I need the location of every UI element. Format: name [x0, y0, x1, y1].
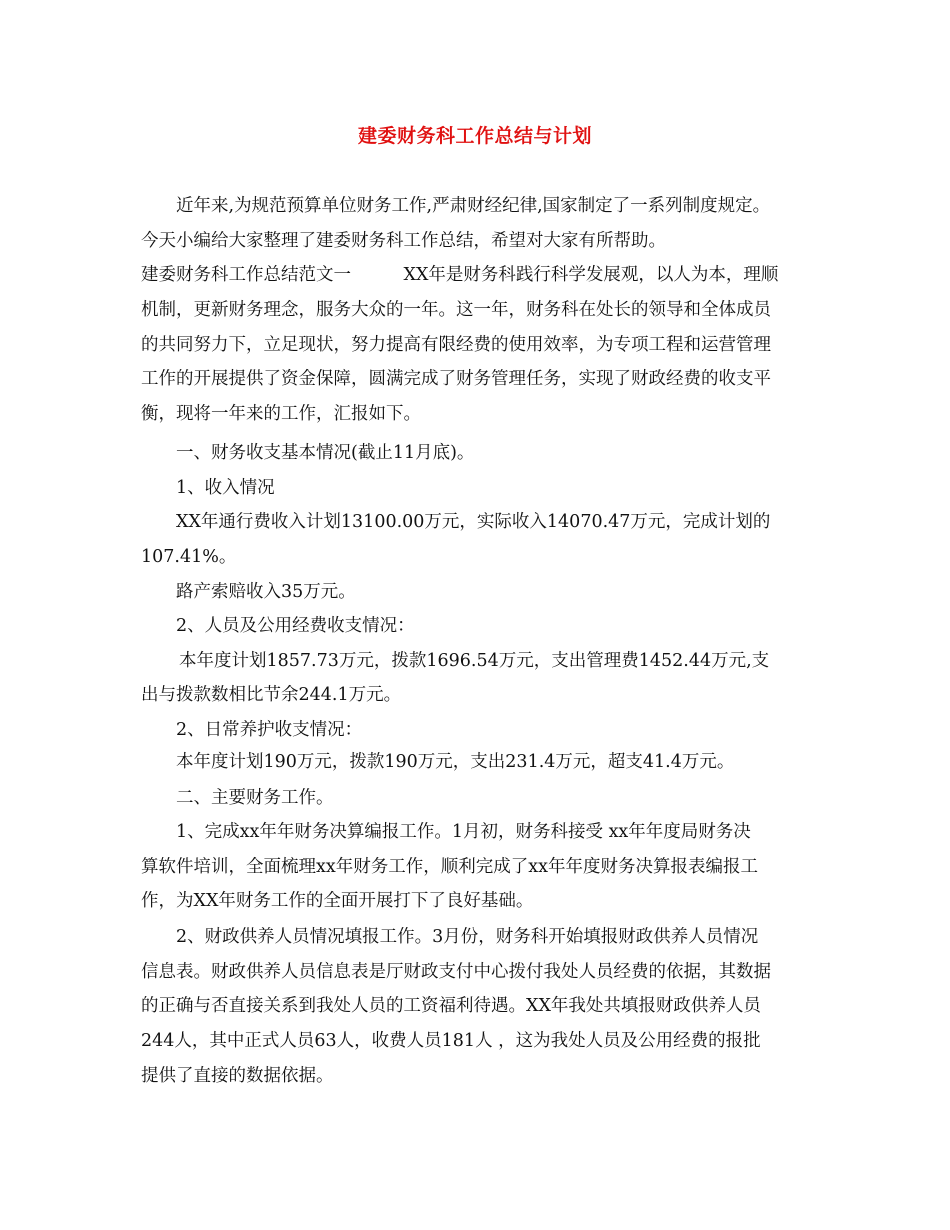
paragraph-line: 衡，现将一年来的工作，汇报如下。 [141, 404, 421, 424]
paragraph-line: 107.41%。 [141, 547, 237, 567]
section-heading: 一、财务收支基本情况(截止11月底)。 [176, 443, 475, 463]
paragraph-line: 的共同努力下，立足现状，努力提高有限经费的使用效率，为专项工程和运营管理 [141, 335, 771, 355]
paragraph-line: 出与拨款数相比节余244.1万元。 [141, 685, 402, 705]
subsection-heading: 1、收入情况 [176, 478, 275, 498]
paragraph-line: 工作的开展提供了资金保障，圆满完成了财务管理任务，实现了财政经费的收支平 [141, 369, 771, 389]
paragraph-line: 建委财务科工作总结范文一 XX年是财务科践行科学发展观，以人为本，理顺 [141, 265, 779, 285]
paragraph-line: 244人，其中正式人员63人，收费人员181人 ，这为我处人员及公用经费的报批 [141, 1031, 761, 1051]
paragraph-line: 2、财政供养人员情况填报工作。3月份，财务科开始填报财政供养人员情况 [176, 927, 759, 947]
paragraph-line: 路产索赔收入35万元。 [176, 582, 356, 602]
paragraph-line: 近年来,为规范预算单位财务工作,严肃财经纪律,国家制定了一系列制度规定。 [176, 196, 771, 216]
paragraph-line: 1、完成xx年年财务决算编报工作。1月初，财务科接受 xx年年度局财务决 [176, 822, 751, 842]
paragraph-line: 本年度计划190万元，拨款190万元，支出231.4万元，超支41.4万元。 [176, 752, 735, 772]
document-title: 建委财务科工作总结与计划 [357, 125, 592, 147]
paragraph-line: 作，为XX年财务工作的全面开展打下了良好基础。 [141, 891, 534, 911]
paragraph-line: 的正确与否直接关系到我处人员的工资福利待遇。XX年我处共填报财政供养人员 [141, 996, 761, 1016]
subsection-heading: 2、人员及公用经费收支情况： [176, 616, 415, 636]
section-heading: 二、主要财务工作。 [176, 788, 334, 808]
paragraph-line: XX年通行费收入计划13100.00万元，实际收入14070.47万元，完成计划的 [176, 512, 771, 532]
paragraph-line: 今天小编给大家整理了建委财务科工作总结，希望对大家有所帮助。 [141, 231, 666, 251]
paragraph-line: 机制，更新财务理念，服务大众的一年。这一年，财务科在处长的领导和全体成员 [141, 300, 771, 320]
paragraph-line: 提供了直接的数据依据。 [141, 1066, 334, 1086]
paragraph-line: 本年度计划1857.73万元，拨款1696.54万元，支出管理费1452.44万元,支 [179, 651, 770, 671]
paragraph-line: 信息表。财政供养人员信息表是厅财政支付中心拨付我处人员经费的依据，其数据 [141, 962, 771, 982]
paragraph-line: 算软件培训，全面梳理xx年财务工作，顺利完成了xx年年度财务决算报表编报工 [141, 857, 758, 877]
subsection-heading: 2、日常养护收支情况： [176, 720, 363, 740]
